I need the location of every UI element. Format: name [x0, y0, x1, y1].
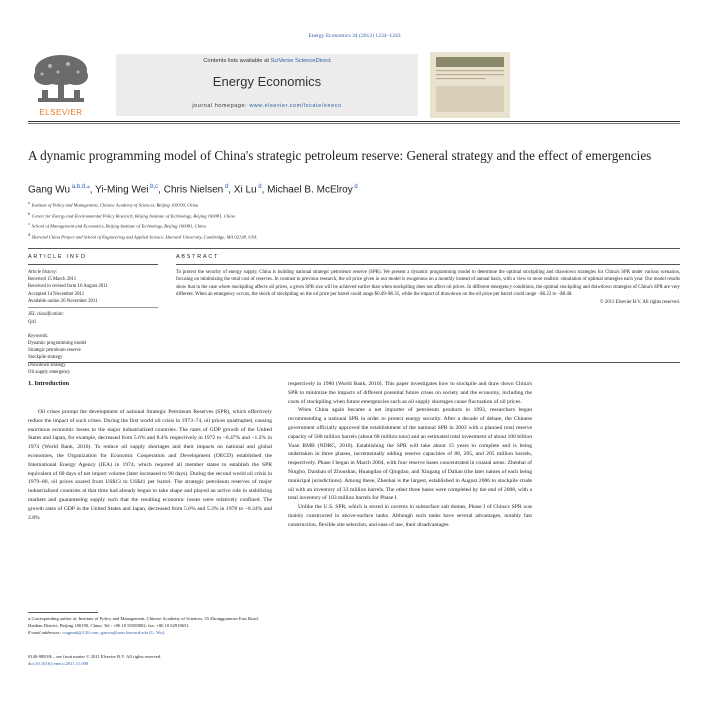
author-name[interactable]: Chris Nielsen — [163, 184, 224, 196]
author-name[interactable]: Michael B. McElroy — [267, 184, 353, 196]
author-name[interactable]: Yi-Ming Wei — [95, 184, 149, 196]
email-label: E-mail addresses: — [28, 630, 62, 636]
author-affiliation-marks[interactable]: d — [352, 184, 358, 190]
journal-header — [28, 52, 512, 118]
abstract-rule — [176, 264, 680, 265]
homepage-prefix: journal homepage: — [192, 103, 250, 109]
affiliation-item — [28, 231, 678, 242]
keyword-item: Drawdown strategy — [28, 362, 66, 368]
affiliation-rule — [28, 248, 680, 249]
body-paragraph: respectively in 1980 (World Bank, 2010). This paper investigates how to stockpile and draw down China's SPR to minimize the impacts of different potential future crises on society and the economy, including the costs of stockpiling when future emergencies such as oil supply shortages cause fluctuation of oil prices. — [288, 381, 532, 405]
history-item: Accepted 14 November 2011 — [28, 291, 85, 297]
affiliation-item — [28, 210, 678, 221]
abstract-body — [176, 269, 680, 306]
affiliation-text: Center for Energy and Environmental Policy Research, Beijing Institute of Technology, Beijing 100081, China — [32, 213, 235, 219]
elsevier-tree-logo[interactable] — [28, 52, 94, 118]
affiliation-mark: c — [28, 221, 30, 227]
footnote-text: ⁎ Corresponding author at: Institute of Policy and Management, Chinese Academy of Sciences, 55 Zhongguancun East Road, Haidian District, Beijing 100190, China. Tel.: +86 10 59358802; fax: +86 10 62918651. — [28, 616, 259, 629]
body-column-right — [288, 380, 532, 530]
article-info-rule — [28, 264, 158, 265]
issn-line: 0140-9883/$ – see front matter © 2011 Elsevier B.V. All rights reserved. — [28, 654, 162, 659]
author-affiliation-marks[interactable]: b,c — [148, 184, 159, 190]
abstract-copyright: © 2011 Elsevier B.V. All rights reserved. — [599, 299, 680, 305]
abstract-heading: ABSTRACT — [176, 254, 220, 260]
masthead-panel — [116, 54, 418, 116]
affiliation-mark: d — [28, 232, 30, 238]
keyword-item: Stockpile strategy — [28, 355, 63, 361]
body-column-left — [28, 408, 272, 522]
article-info — [28, 269, 163, 376]
affiliation-mark: a — [28, 200, 30, 205]
journal-cover-thumbnail[interactable] — [430, 52, 510, 118]
doi-link[interactable]: doi:10.1016/j.eneco.2011.11.008 — [28, 661, 89, 667]
email-links[interactable]: wugmail@126.com, ganwu@seas.harvard.edu (G. Wu). — [62, 630, 166, 636]
author-affiliation-marks[interactable]: d — [223, 184, 229, 190]
history-item: Available online 26 November 2011 — [28, 298, 98, 304]
affiliation-text: Harvard China Project and School of Engineering and Applied Science, Harvard University, Cambridge, MA 02138, USA — [32, 234, 257, 240]
affiliation-list — [28, 199, 678, 242]
footnote-rule — [28, 612, 98, 613]
corresponding-author-footnote — [28, 615, 273, 637]
section-heading-introduction: 1. Introduction — [28, 380, 70, 387]
author-name[interactable]: Xi Lu — [233, 184, 257, 196]
keyword-item: Oil supply emergency — [28, 369, 71, 375]
article-title: A dynamic programming model of China's strategic petroleum reserve: General strategy and the effect of emergencies — [28, 148, 652, 163]
keyword-item: Strategic petroleum reserve — [28, 348, 81, 354]
jel-list — [28, 319, 163, 326]
keyword-list — [28, 340, 163, 376]
body-paragraph: When China again became a net importer of petroleum products in 1993, researchers began recommending a national SPR in order to protect energy security. After a decade of debate, the Chinese government officially approved the establishment of the national SPR in 2003 with a planned total reserve capacity of 500 million barrels (about 68 million tons) and an estimated total investment of about 100 billion Yuan RMB (NDRC, 2010). Establishing the SPR will take about 15 years to complete and is being undertaken in three phases, incrementally adding reserve capacities of 88, 205, and 205 million barrels, respectively. Phase I began in March 2004, with four reserve bases concentrated in coastal areas: Zhenhai of Ningbo, Daishan of Zhoushan, Huangdao of Qingdao, and Xingang of Dalian (the later names of each being municipal jurisdictions). Among these, Zhenhai is the largest, established in August 2006 to stockpile crude oil with an inventory of 33 million barrels. The other three bases were completed by the end of 2008, with a total inventory of 103 million barrels for Phase I. — [288, 407, 532, 502]
keyword-item: Dynamic programming model — [28, 341, 87, 347]
body-paragraph: Oil crises prompt the development of national Strategic Petroleum Reserves (SPR), which effectively reduce the impact of such crises. During the first world oil crisis in 1973–74, oil prices quadrupled, causing enormous economic losses to the major industrialized countries. The rates of GDP growth of the United States and Japan, for example, decreased from 5.6% and 8.4% respectively in 1972 to −0.47% and −1.2% in 1974 (World Bank, 2010). To reduce oil supply shortages and their impacts on national and global economies, the Organization for Economic Cooperation and Development (OECD) established the International Energy Agency (IEA) in 1974, which required all member states to establish the SPR equivalent of 60 days of net import volume (later increased to 90 days). During the second world oil crisis in 1979–80, oil prices soared from US$13 to US$41 per barrel. The strategic petroleum reserves of major industrialized countries at that time had already begun to take shape and played an active role in stabilizing markets and guaranteeing supply such that the resulting economic losses were relatively confined. The growth rates of GDP in the United States and Japan, decreased from 5.6% and 5.3% in 1978 to −0.24% and 2.8% — [28, 409, 272, 521]
history-item: Received 15 March 2011 — [28, 277, 77, 283]
homepage-line — [116, 103, 418, 109]
affiliation-item — [28, 199, 678, 210]
keywords-label: Keywords: — [28, 333, 49, 339]
author-affiliation-marks[interactable]: d — [256, 184, 262, 190]
journal-name: Energy Economics — [212, 74, 322, 89]
author-name[interactable]: Gang Wu — [28, 184, 71, 196]
contents-prefix: Contents lists available at — [203, 58, 271, 64]
abstract-text: To protect the security of energy supply, China is building national strategic petroleum reserve (SPR). We present a dynamic programming model to determine the optimal stockpiling and drawdown strategies for China's SPR under various scenarios, focusing on minimizing the total cost of reserves. In contrast to previous research, the oil price given in our model is exogenous on a monthly instead of annual basis, with a view to more realistic simulation of optimal strategies each year. Our model results show that in the case where stockpiling affects oil prices, a given SPR size will be achieved earlier than when stockpiling does not affect oil prices. In different emergency conditions, the optimal stockpiling and drawdown strategies of China's SPR are very different. When an emergency occurs, the shock of stockpiling on the oil price per barrel could range $0.49–$6.35, while the impact of drawdown on the oil price per barrel could range −$6.22 to −$0.48. — [176, 270, 680, 298]
journal-citation-link[interactable]: Energy Economics 34 (2012) 1234–1243 — [308, 33, 401, 39]
author-affiliation-marks[interactable]: a,b,d,⁎ — [70, 184, 90, 190]
article-identifiers — [28, 653, 328, 667]
article-info-heading: ARTICLE INFO — [28, 254, 87, 260]
elsevier-wordmark: ELSEVIER — [39, 108, 83, 117]
affiliation-text: School of Management and Economics, Beijing Institute of Technology, Beijing 100081, China — [31, 224, 206, 229]
header-rule-thin — [28, 123, 680, 124]
affiliation-mark: b — [28, 210, 30, 216]
body-paragraph: Unlike the U.S. SPR, which is stored in caverns in subsurface salt domes, Phase I of China's SPR was mainly constructed in above-surface tanks. Although such tanks have several advantages, notably fast construction, flexible site selection, and ease of use, their disadvantages — [288, 504, 532, 528]
contents-line — [116, 58, 418, 64]
homepage-url-link[interactable]: www.elsevier.com/locate/eneco — [249, 103, 342, 109]
affiliation-text: Institute of Policy and Management, Chinese Academy of Sciences, Beijing 100190, China — [31, 202, 199, 208]
header-rule — [28, 121, 680, 122]
author-list: Gang Wu $^{a,b,d,⁎}$, Yi-Ming Wei $^{b,c}$, Chris Nielsen $^d$, Xi Lu $^d$, Michael B. McElroy $^d$ — [28, 184, 358, 196]
sciencedirect-link[interactable]: SciVerse ScienceDirect — [270, 58, 331, 64]
abstract-bottom-rule — [28, 362, 680, 363]
jel-code: Q41 — [28, 319, 37, 325]
affiliation-item — [28, 220, 678, 231]
history-list — [28, 276, 163, 305]
jel-label: JEL classification: — [28, 312, 65, 318]
history-item: Received in revised form 16 August 2011 — [28, 284, 108, 290]
history-label: Article history: — [28, 270, 58, 275]
